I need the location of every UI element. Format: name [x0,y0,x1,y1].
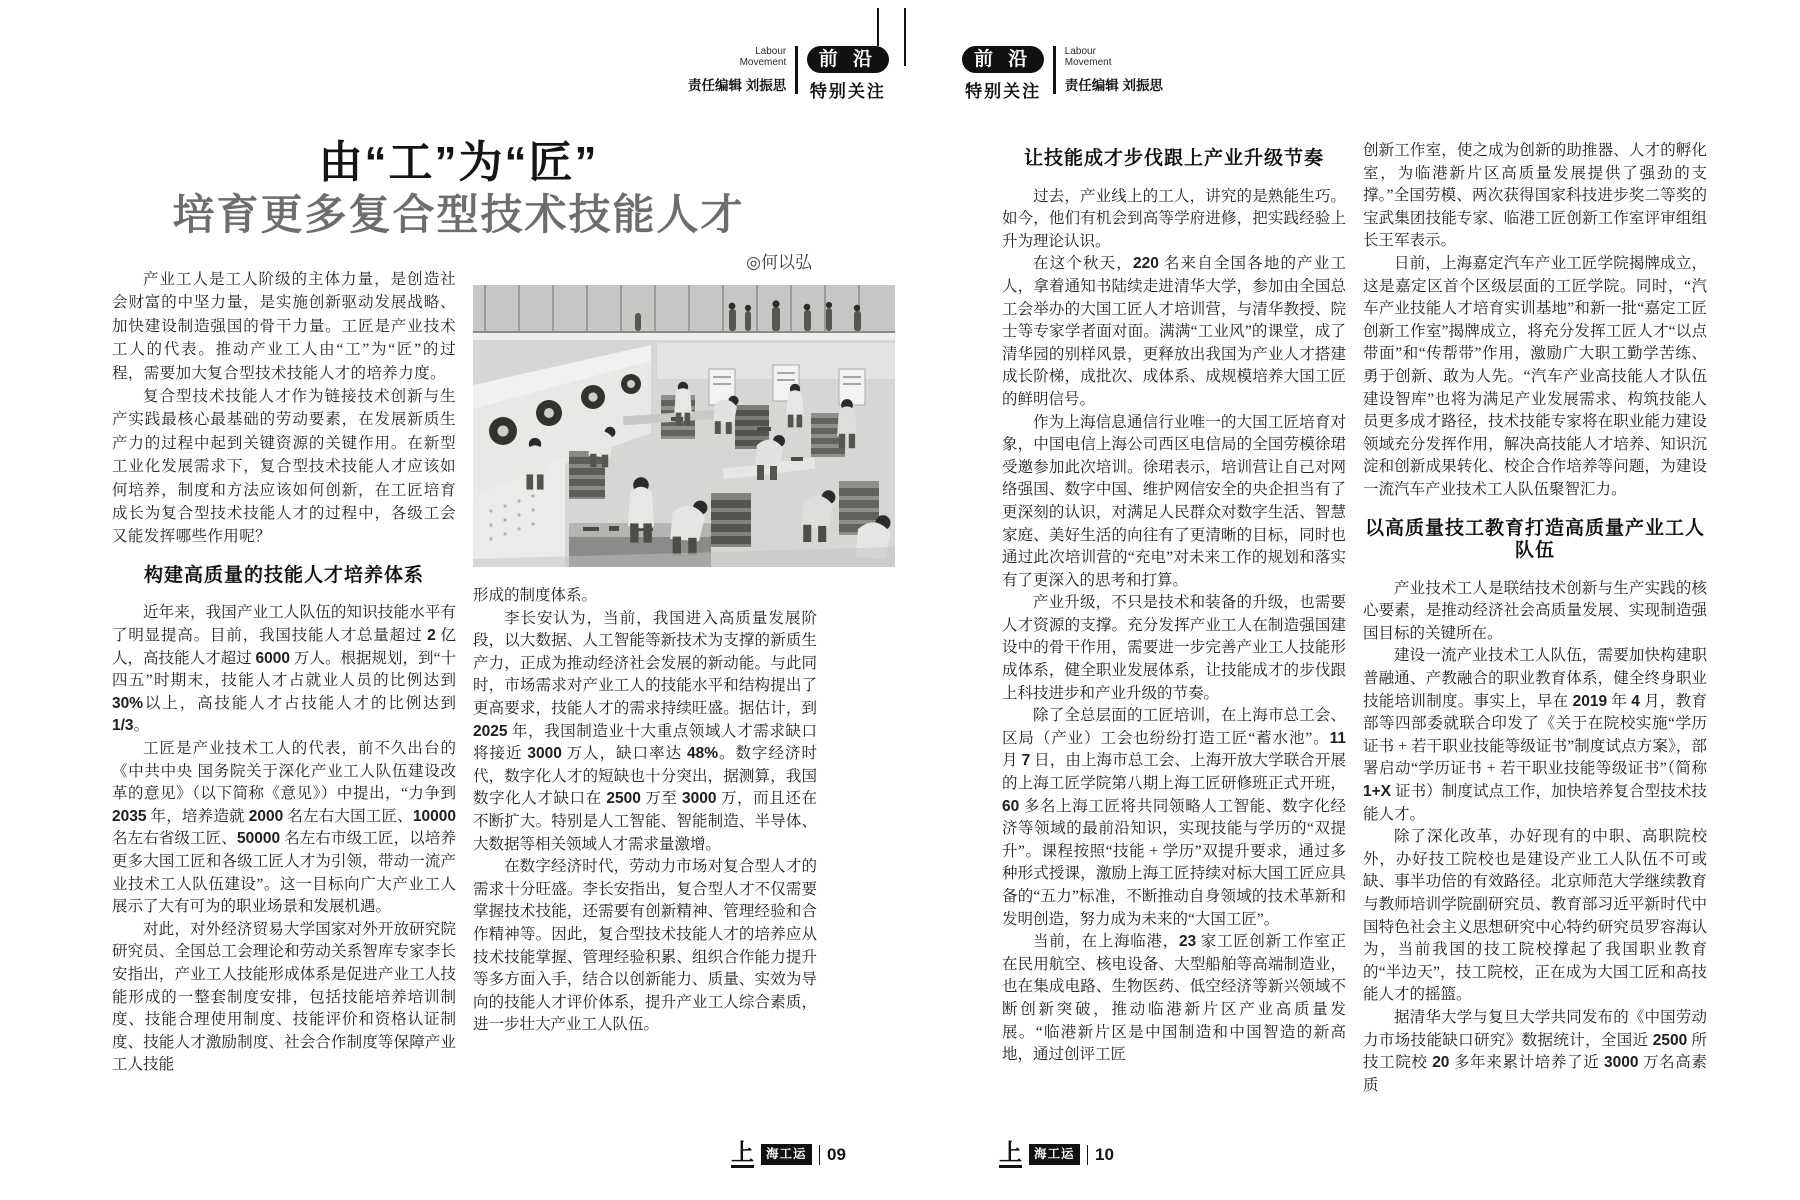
section-heading-3: 以高质量技工教育打造高质量产业工人队伍 [1364,517,1705,562]
section-badge-wrap [962,46,1044,102]
body-paragraph: 除了全总层面的工匠培训，在上海市总工会、区局（产业）工会也纷纷打造工匠“蓄水池”。11 月 7 日，由上海市总工会、上海开放大学联合开展的上海工匠学院第八期上海工匠研修班正式开班，60 多名上海工匠将共同领略人工智能、数字化经济等领域的最前沿知识，实现技能与学历的“双提升”。课程按照“技能 + 学历”双提升要求，通过多种形式授课，激励上海工匠持续对标大国工匠应具备的“五力”标准，不断推动自身领域的技术革新和发明创造，努力成为未来的“大国工匠”。 [1002,707,1346,928]
body-paragraph: 复合型技术技能人才作为链接技术创新与生产实践最核心最基础的劳动要素，在发展新质生产力的过程中起到关键资源的关键作用。在新型工业化发展需求下，复合型技术技能人才应该如何培养，制度和方法应该如何创新，在工匠培育成长为复合型技术技能人才的过程中，各级工会又能发挥哪些作用呢？ [112,388,456,546]
header-right [962,46,1163,102]
header-left-text [688,46,786,94]
body-paragraph: 对此，对外经济贸易大学国家对外开放研究院研究员、全国总工会理论和劳动关系智库专家李长安指出，产业工人技能形成体系是促进产业工人技能形成的一整套制度安排，包括技能培养培训制度、技能合理使用制度、技能评价和资格认证制度、技能人才激励制度、社会合作制度等保障产业工人技能 [112,920,456,1074]
article-title-line2: 培育更多复合型技术技能人才 [172,191,745,238]
body-paragraph: 李长安认为，当前，我国进入高质量发展阶段，以大数据、人工智能等新技术为支撑的新质生产力，正成为推动经济社会发展的新动能。与此同时，市场需求对产业工人的技能水平和结构提出了更高要求，技能人才的需求持续旺盛。据估计，到 2025 年，我国制造业十大重点领域人才需求缺口将接近 3000 万人，缺口率达 48%。数字经济时代，数字化人才的短缺也十分突出，据测算，我国数字化人才缺口在 2500 万至 3000 万，而且还在不断扩大。特别是人工智能、智能制造、半导体、大数据等相关领域人才需求量激增。 [473,609,817,853]
magazine-name-en-line2: Movement [1064,57,1112,68]
magazine-name-en [688,46,786,68]
body-paragraph: 作为上海信息通信行业唯一的大国工匠培育对象，中国电信上海公司西区电信局的全国劳模徐珺受邀参加此次培训。徐珺表示，培训营让自己对网络强国、数字中国、维护网信安全的央企担当有了更深刻的认识，对满足人民群众对数字生活、智慧家庭、美好生活的向往有了更清晰的目标，同时也通过此次培训营的“充电”对未来工作的规划和落实有了更深入的思考和打算。 [1002,413,1346,589]
header-divider [1053,46,1056,94]
page-number-right: 10 [1095,1144,1114,1164]
article-title-line1: 由“工”为“匠” [318,138,599,187]
footer-left [731,1141,846,1168]
column-1 [112,268,456,1095]
editor-credit: 责任编辑 刘振思 [688,78,787,93]
column-1-lede [112,268,456,549]
magazine-name-en [1065,46,1163,68]
special-focus-label: 特别关注 [965,82,1042,101]
body-paragraph-continuation: 形成的制度体系。 [473,587,598,604]
body-paragraph: 日前，上海嘉定汽车产业工匠学院揭牌成立，这是嘉定区首个区级层面的工匠学院。同时，“汽车产业技能人才培育实训基地”和新一批“嘉定工匠创新工作室”揭牌成立，将充分发挥工匠人才“以点带面”和“传帮带”作用，激励广大职工勤学苦练、勇于创新、敢为人先。“汽车产业高技能人才队伍建设智库”也将为满足产业发展需求、构筑技能人员更多成才路径，技术技能专家将在职业能力建设领域充分发挥作用，解决高技能人才培养、知识沉淀和创新成果转化、校企合作培养等问题，为建设一流汽车产业技术工人队伍聚智汇力。 [1363,254,1707,498]
column-3-paragraphs [1002,186,1346,1067]
column-4-paragraphs-a [1363,253,1707,502]
body-paragraph: 近年来，我国产业工人队伍的知识技能水平有了明显提高。目前，我国技能人才总量超过 2 亿人，高技能人才超过 6000 万人。根据规划，到“十四五”时期末，技能人才占就业人员的比例达到 30%以上，高技能人才占技能人才的比例达到 1/3。 [112,604,456,735]
magazine-logo: 上 [999,1141,1022,1168]
fold-mark-short [877,8,879,46]
body-paragraph: 在数字经济时代，劳动力市场对复合型人才的需求十分旺盛。李长安指出，复合型人才不仅需要掌握技术技能，还需要有创新精神、管理经验和合作精神等。因此，复合型技术技能人才的培养应从技术技能掌握、管理经验积累、组织合作能力提升等多方面入手，结合以创新能力、质量、实效为导向的技能人才评价体系，提升产业工人综合素质，进一步壮大产业工人队伍。 [473,858,817,1034]
body-paragraph: 产业技术工人是联结技术创新与生产实践的核心要素，是推动经济社会高质量发展、实现制造强国目标的关键所在。 [1363,579,1707,642]
section-heading-1: 构建高质量的技能人才培养体系 [143,564,424,586]
author-byline: ◎何以弘 [746,253,812,272]
column-2 [473,585,817,1095]
body-paragraph: 据清华大学与复旦大学共同发布的《中国劳动力市场技能缺口研究》数据统计，全国近 2500 所技工院校 20 多年来累计培养了近 3000 万名高素质 [1363,1008,1707,1094]
column-1-paragraphs [112,602,456,1076]
header-left [688,46,889,102]
column-4-paragraphs-b [1363,578,1707,1095]
header-divider [795,46,798,94]
body-paragraph: 工匠是产业技术工人的代表，前不久出台的《中共中央 国务院关于深化产业工人队伍建设改革的意见》（以下简称《意见》）中提出，“力争到 2035 年，培养造就 2000 名左右大国工匠、10000 名左右省级工匠、50000 名左右市级工匠，以培养更多大国工匠和各级工匠人才为引领，带动一流产业技术工人队伍建设”。这一目标向广大产业工人展示了大有可为的职业场景和发展机遇。 [112,740,456,916]
fold-mark-long [904,8,906,66]
body-paragraph: 在这个秋天，220 名来自全国各地的产业工人，拿着通知书陆续走进清华大学，参加由全国总工会举办的大国工匠人才培训营，与清华教授、院士等专家学者面对面。满满“工业风”的课堂，成了清华园的别样风景，更释放出我国为产业人才搭建成长阶梯，成批次、成体系、成规模培养大国工匠的鲜明信号。 [1002,255,1346,408]
editor-credit: 责任编辑 刘振思 [1064,78,1164,93]
body-paragraph: 建设一流产业技术工人队伍，需要加快构建职普融通、产教融合的职业教育体系，健全终身职业技能培训制度。事实上，早在 2019 年 4 月，教育部等四部委就联合印发了《关于在院校实施“学历证书 + 若干职业技能等级证书”制度试点方案》，部署启动“学历证书 + 若干职业技能等级证书”（简称 1+X 证书）制度试点工作，加快培养复合型技术技能人才。 [1363,647,1707,823]
footer-divider [1087,1145,1089,1165]
magazine-name-en-line2: Movement [739,57,787,68]
magazine-logo: 上 [731,1141,754,1168]
section-heading-2: 让技能成才步伐跟上产业升级节奏 [1023,148,1324,169]
column-2-paragraphs [473,608,817,1037]
footer-divider [819,1145,821,1165]
body-paragraph-continuation: 创新工作室，使之成为创新的助推器、人才的孵化室，为临港新片区高质量发展提供了强劲的支撑。”全国劳模、两次获得国家科技进步奖二等奖的宝武集团技能专家、临港工匠创新工作室评审组组长王军表示。 [1363,142,1707,250]
footer-right [999,1141,1114,1168]
page-number-left: 09 [827,1144,846,1164]
workshop-photo [473,285,895,567]
magazine-name-en-line1: Labour [1064,46,1096,57]
body-paragraph: 除了深化改革，办好现有的中职、高职院校外，办好技工院校也是建设产业工人队伍不可或缺、事半功倍的有效路径。北京师范大学继续教育与教师培训学院副研究员、教育部习近平新时代中国特色社会主义思想研究中心特约研究员罗容海认为，当前我国的技工院校撑起了我国职业教育的“半边天”，技工院校，正在成为大国工匠和高技能人才的摇篮。 [1363,828,1707,1004]
magazine-name-en-line1: Labour [755,46,787,57]
body-paragraph: 过去，产业线上的工人，讲究的是熟能生巧。如今，他们有机会到高等学府进修，把实践经验上升为理论认识。 [1002,187,1346,250]
column-4 [1363,140,1707,1095]
header-right-text [1065,46,1163,94]
column-3 [1002,146,1346,1095]
body-paragraph: 产业工人是工人阶级的主体力量，是创造社会财富的中坚力量，是实施创新驱动发展战略、加快建设制造强国的骨干力量。工匠是产业技术工人的代表。推动产业工人由“工”为“匠”的过程，需要加大复合型技术技能人才的培养力度。 [112,271,456,382]
magazine-logo-box: 海工运 [761,1144,812,1165]
section-badge-wrap [807,46,889,102]
body-paragraph: 产业升级，不只是技术和装备的升级，也需要人才资源的支撑。充分发挥产业工人在制造强国建设中的骨干作用，需要进一步完善产业工人技能形成体系，健全职业发展体系，让技能成才的步伐跟上科技进步和产业升级的节奏。 [1002,594,1346,702]
section-badge: 前 沿 [962,46,1044,73]
special-focus-label: 特别关注 [809,82,886,101]
magazine-logo-box: 海工运 [1029,1144,1080,1165]
section-badge: 前 沿 [807,46,889,73]
body-paragraph: 当前，在上海临港，23 家工匠创新工作室正在民用航空、核电设备、大型船舶等高端制造业，也在集成电路、生物医药、低空经济等新兴领域不断创新突破，推动临港新片区产业高质量发展。“临港新片区是中国制造和中国智造的新高地，通过创评工匠 [1002,933,1346,1064]
